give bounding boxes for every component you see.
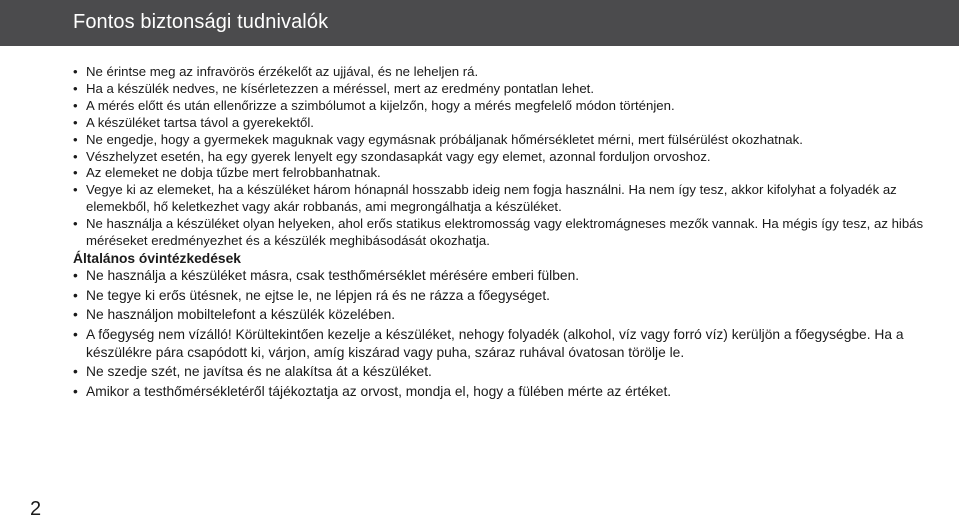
- bullet: •: [73, 364, 78, 380]
- bullet: •: [73, 383, 78, 399]
- list-item: [73, 363, 943, 381]
- list-item-text: Ne érintse meg az infravörös érzékelőt az ujjával, és ne leheljen rá.: [86, 64, 479, 79]
- bullet: •: [73, 148, 78, 164]
- bullet: •: [73, 216, 78, 232]
- content: [73, 64, 943, 403]
- page-header: [0, 0, 959, 46]
- list-item: [73, 98, 943, 115]
- list-item: [73, 383, 943, 401]
- list-item-text: Ne használja a készüléket olyan helyeken, ahol erős statikus elektromosság vagy elektromágneses mezők vannak. Ha mégis így tesz, az hibás méréseket eredményezhet és a készülék meghibásodását okozhatja.: [86, 216, 924, 249]
- bullet: •: [73, 182, 78, 198]
- list-item-text: A készüléket tartsa távol a gyerekektől.: [86, 114, 314, 130]
- list-item-text: A mérés előtt és után ellenőrizze a szimbólumot a kijelzőn, hogy a mérés megfelelő módon történjen.: [86, 97, 675, 113]
- bullet: •: [73, 327, 78, 343]
- list-item: [73, 267, 943, 285]
- page-number: 2: [30, 498, 42, 520]
- list-item: [73, 165, 943, 182]
- list-item-text: Ne tegye ki erős ütésnek, ne ejtse le, ne lépjen rá és ne rázza a főegységet.: [86, 287, 551, 303]
- list-item: [73, 149, 943, 166]
- bullet: •: [73, 131, 78, 147]
- bullet: •: [73, 287, 78, 303]
- list-item: [73, 182, 943, 216]
- bullet: •: [73, 64, 78, 79]
- safety-list: [73, 64, 943, 250]
- bullet: •: [73, 267, 78, 283]
- list-item-text: Ha a készülék nedves, ne kísérletezzen a méréssel, mert az eredmény pontatlan lehet.: [86, 80, 594, 96]
- list-item: [73, 326, 943, 361]
- precautions-list: [73, 267, 943, 400]
- list-item-text: Vészhelyzet esetén, ha egy gyerek lenyelt egy szondasapkát vagy egy elemet, azonnal forduljon orvoshoz.: [86, 148, 711, 164]
- list-item-text: Ne használja a készüléket másra, csak testhőmérséklet mérésére emberi fülben.: [86, 267, 580, 283]
- list-item: [73, 306, 943, 324]
- list-item-text: Ne szedje szét, ne javítsa és ne alakítsa át a készüléket.: [86, 364, 432, 380]
- list-item: [73, 115, 943, 132]
- list-item-text: Ne engedje, hogy a gyermekek maguknak vagy egymásnak próbáljanak hőmérsékletet mérni, mert fülsérülést okozhatnak.: [86, 131, 803, 147]
- list-item-text: A főegység nem vízálló! Körültekintően kezelje a készüléket, nehogy folyadék (alkohol, víz vagy forró víz) kerüljön a főegységbe. Ha a készülékre pára csapódott ki, várjon, amíg kiszárad vagy puha, száraz ruhával óvatosan törölje le.: [86, 327, 904, 360]
- bullet: •: [73, 114, 78, 130]
- bullet: •: [73, 307, 78, 323]
- section-heading: Általános óvintézkedések: [73, 250, 241, 266]
- bullet: •: [73, 165, 78, 181]
- list-item: [73, 64, 943, 81]
- list-item-text: Ne használjon mobiltelefont a készülék közelében.: [86, 307, 396, 323]
- list-item: [73, 132, 943, 149]
- list-item-text: Amikor a testhőmérsékletéről tájékoztatja az orvost, mondja el, hogy a fülében mérte az értéket.: [86, 383, 672, 399]
- bullet: •: [73, 80, 78, 96]
- bullet: •: [73, 97, 78, 113]
- page-title: Fontos biztonsági tudnivalók: [73, 11, 329, 33]
- list-item-text: Vegye ki az elemeket, ha a készüléket három hónapnál hosszabb ideig nem fogja használni. Ha nem így tesz, akkor kifolyhat a folyadék az elemekből, hő keletkezhet vagy akár robbanás, ami megrongálhatja a készüléket.: [86, 182, 897, 215]
- list-item-text: Az elemeket ne dobja tűzbe mert felrobbanhatnak.: [86, 165, 381, 181]
- list-item: [73, 216, 943, 250]
- list-item: [73, 81, 943, 98]
- list-item: [73, 287, 943, 305]
